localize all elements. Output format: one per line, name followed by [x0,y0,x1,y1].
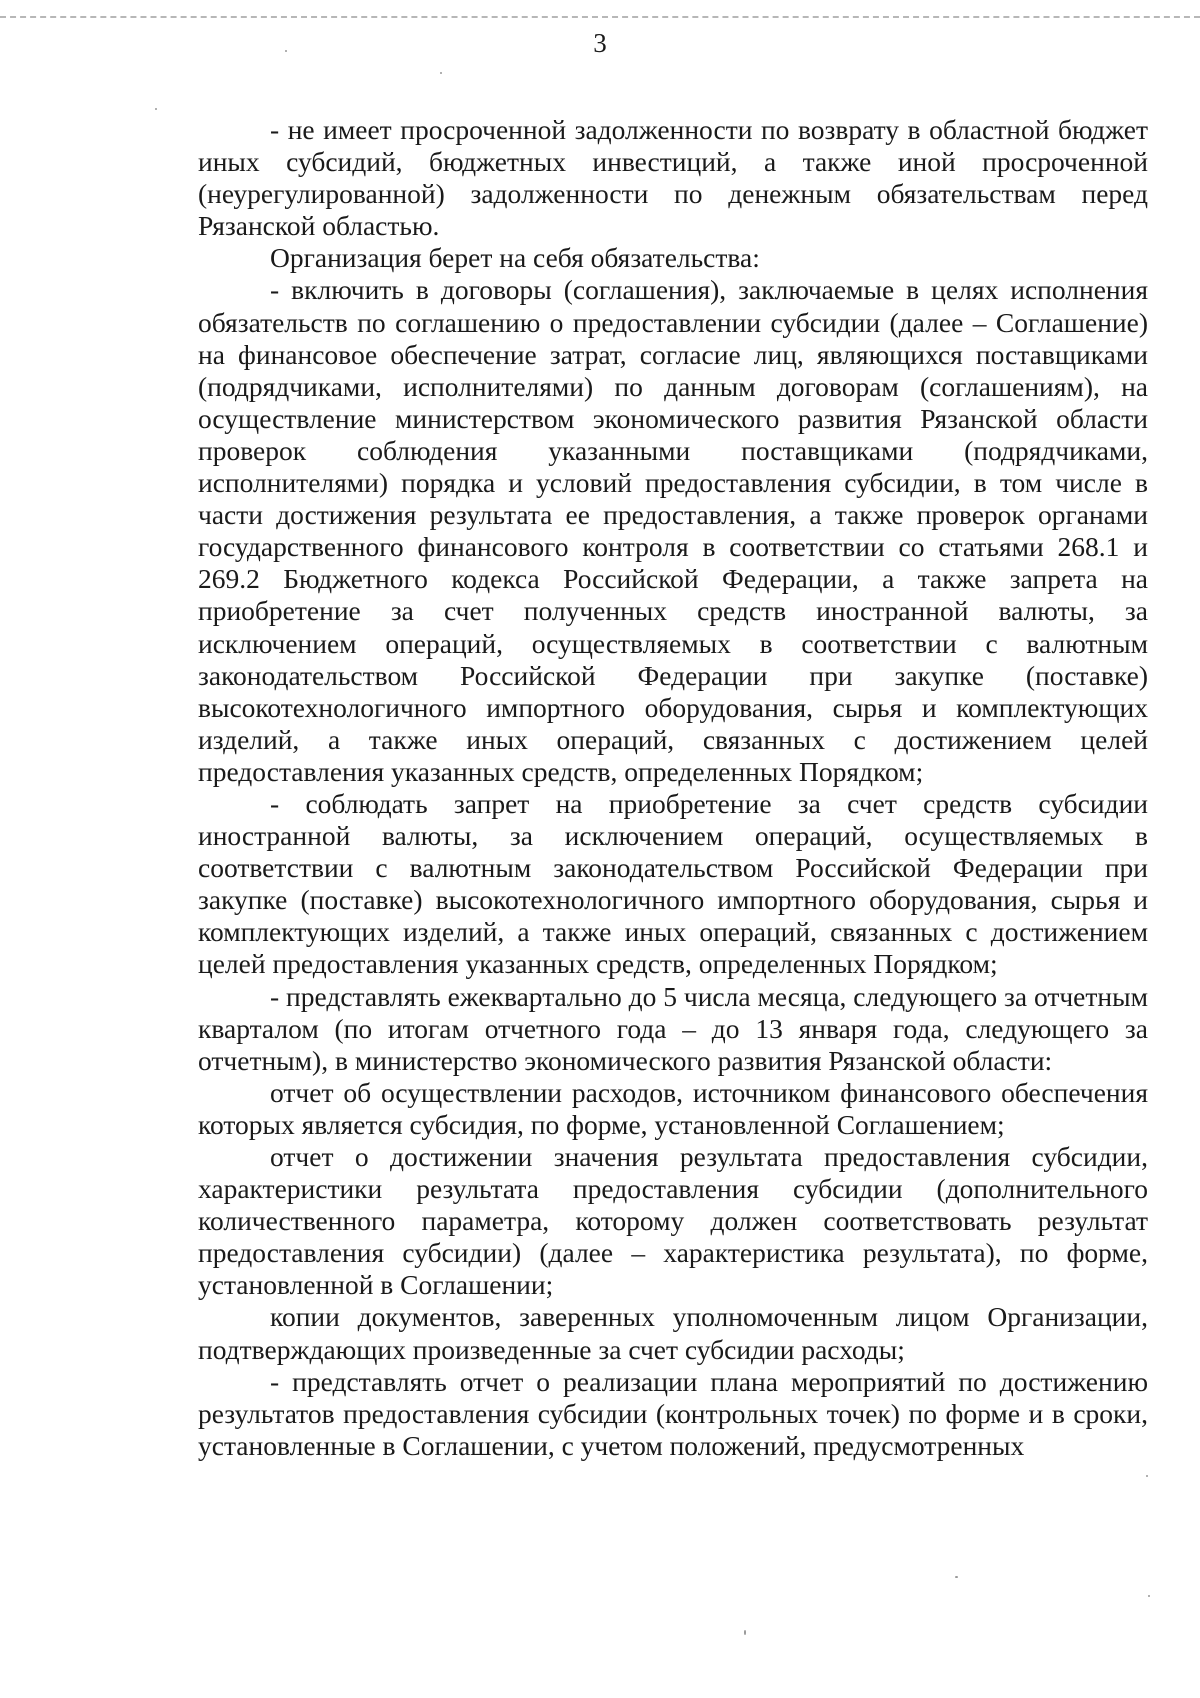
scan-speck [1148,1595,1150,1597]
paragraph-currency-ban: - соблюдать запрет на приобретение за счет средств субсидии иностранной валюты, за исключением операций, осуществляемых в соответствии с валютным законодательством Российской Федерации при закупке (поставке) высокотехнологичного импортного оборудования, сырья и комплектующих изделий, а также иных операций, связанных с достижением целей предоставления указанных средств, определенных Порядком; [198,787,1148,980]
document-body [198,114,1148,1462]
paragraph-action-plan-report: - представлять отчет о реализации плана мероприятий по достижению результатов предоставления субсидии (контрольных точек) по форме и в сроки, установленные в Соглашении, с учетом положений, предусмотренных [198,1365,1148,1461]
scan-top-edge [0,16,1200,18]
paragraph-expense-report: отчет об осуществлении расходов, источником финансового обеспечения которых является субсидия, по форме, установленной Соглашением; [198,1076,1148,1140]
scan-speck [955,1576,958,1578]
page-number: 3 [593,28,607,58]
scan-speck [285,50,287,52]
paragraph-no-debt: - не имеет просроченной задолженности по возврату в областной бюджет иных субсидий, бюджетных инвестиций, а также иной просроченной (неурегулированной) задолженности по денежным обязательствам перед Рязанской областью. [198,114,1148,242]
scan-speck [744,1630,746,1635]
paragraph-quarterly-reports: - представлять ежеквартально до 5 числа месяца, следующего за отчетным кварталом (по итогам отчетного года – до 13 января года, следующего за отчетным), в министерство экономического развития Рязанской области: [198,980,1148,1076]
paragraph-include-in-contracts: - включить в договоры (соглашения), заключаемые в целях исполнения обязательств по соглашению о предоставлении субсидии (далее – Соглашение) на финансовое обеспечение затрат, согласие лиц, являющихся поставщиками (подрядчиками, исполнителями) по данным договорам (соглашениям), на осуществление министерством экономического развития Рязанской области проверок соблюдения указанными поставщиками (подрядчиками, исполнителями) порядка и условий предоставления субсидии, в том числе в части достижения результата ее предоставления, а также проверок органами государственного финансового контроля в соответствии со статьями 268.1 и 269.2 Бюджетного кодекса Российской Федерации, а также запрета на приобретение за счет полученных средств иностранной валюты, за исключением операций, осуществляемых в соответствии с валютным законодательством Российской Федерации при закупке (поставке) высокотехнологичного импортного оборудования, сырья и комплектующих изделий, а также иных операций, связанных с достижением целей предоставления указанных средств, определенных Порядком; [198,274,1148,787]
paragraph-result-report: отчет о достижении значения результата предоставления субсидии, характеристики результата предоставления субсидии (дополнительного количественного параметра, которому должен соответствовать результат предоставления субсидии) (далее – характеристика результата), по форме, установленной в Соглашении; [198,1141,1148,1301]
scan-speck [440,72,442,74]
paragraph-document-copies: копии документов, заверенных уполномоченным лицом Организации, подтверждающих произведенные за счет субсидии расходы; [198,1301,1148,1365]
scan-speck [155,108,157,110]
paragraph-obligations-intro: Организация берет на себя обязательства: [270,242,760,274]
scan-speck [1146,1475,1148,1477]
